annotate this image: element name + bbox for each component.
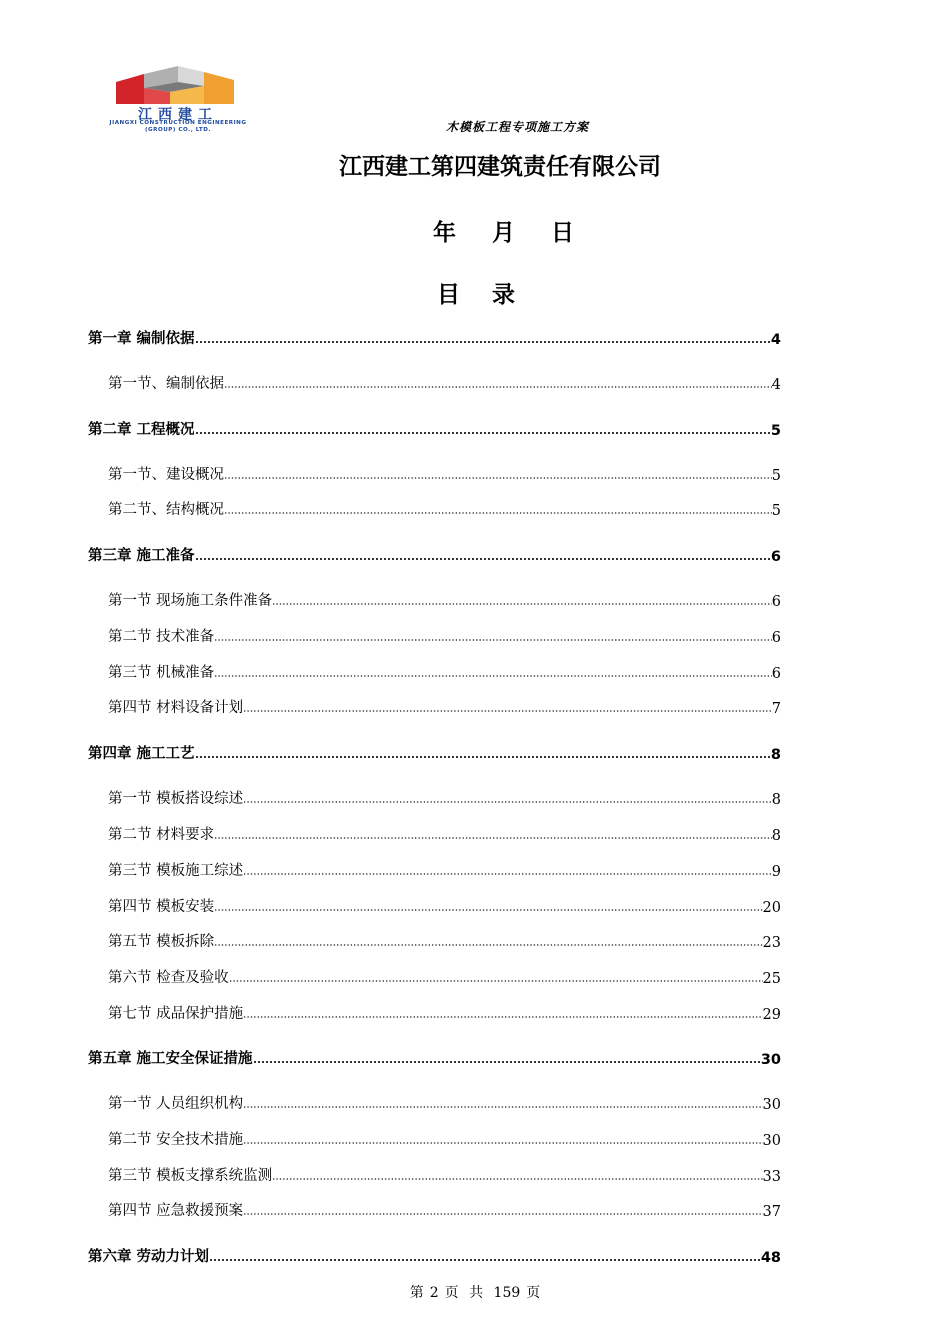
logo-en-line2: (GROUP) CO., LTD.: [144, 127, 211, 133]
toc-entry-label: 第六章 劳动力计划: [88, 1249, 210, 1265]
toc-entry-page: 48: [760, 1250, 781, 1266]
toc-leader-dots: [209, 1258, 761, 1262]
toc-entry-label: 第四节 材料设备计划: [108, 700, 244, 716]
toc-leader-dots: [243, 1015, 762, 1019]
toc-entry-label: 第三节 机械准备: [108, 665, 215, 681]
logo-en-line1: JIANGXI CONSTRUCTION ENGINEERING: [109, 120, 247, 126]
toc-entry-label: 第一节 模板搭设综述: [108, 791, 244, 807]
toc-entry-page: 7: [771, 701, 781, 717]
toc-entry-page: 4: [771, 377, 781, 393]
toc-leader-dots: [224, 511, 772, 515]
toc-leader-dots: [243, 1141, 762, 1145]
toc-entry-page: 8: [770, 747, 781, 763]
toc-entry-page: 9: [771, 864, 781, 880]
date-year: 年: [433, 219, 456, 246]
toc-entry-page: 30: [762, 1097, 781, 1113]
toc-entry-page: 20: [762, 900, 781, 916]
toc-leader-dots: [195, 557, 771, 561]
toc-entry-page: 6: [771, 594, 781, 610]
date-line: [433, 214, 574, 247]
toc-section-entry[interactable]: [108, 662, 781, 682]
toc-entry-page: 6: [770, 549, 781, 565]
toc-section-entry[interactable]: [108, 464, 781, 484]
toc-entry-page: 6: [771, 630, 781, 646]
toc-leader-dots: [224, 476, 772, 480]
toc-entry-page: 4: [770, 332, 781, 348]
toc-section-entry[interactable]: [108, 1129, 781, 1149]
toc-leader-dots: [272, 1177, 762, 1181]
toc-entry-page: 8: [771, 828, 781, 844]
toc-entry-label: 第三节 模板支撑系统监测: [108, 1168, 273, 1184]
logo-cn-text: 江西建工: [138, 107, 218, 123]
toc-heading-b: 录: [492, 281, 515, 308]
toc-entry-label: 第二节 材料要求: [108, 827, 215, 843]
toc-section-entry[interactable]: [108, 967, 781, 987]
toc-entry-label: 第二章 工程概况: [88, 422, 195, 438]
toc-entry-label: 第一节、编制依据: [108, 376, 224, 392]
toc-section-entry[interactable]: [108, 896, 781, 916]
toc-section-entry[interactable]: [108, 824, 781, 844]
toc-entry-page: 8: [771, 792, 781, 808]
date-day: 日: [551, 219, 574, 246]
toc-leader-dots: [229, 979, 763, 983]
toc-leader-dots: [253, 1060, 761, 1064]
toc-entry-label: 第一节、建设概况: [108, 467, 224, 483]
toc-section-entry[interactable]: [108, 1200, 781, 1220]
toc-chapter-entry[interactable]: [88, 328, 781, 348]
toc-entry-label: 第四节 模板安装: [108, 899, 215, 915]
toc-section-entry[interactable]: [108, 499, 781, 519]
toc-leader-dots: [195, 340, 771, 344]
toc-entry-label: 第二节 技术准备: [108, 629, 215, 645]
toc-leader-dots: [272, 602, 772, 606]
toc-leader-dots: [243, 1212, 762, 1216]
toc-leader-dots: [214, 836, 772, 840]
toc-entry-page: 30: [762, 1133, 781, 1149]
toc-section-entry[interactable]: [108, 931, 781, 951]
toc-chapter-entry[interactable]: [88, 1048, 781, 1068]
document-header-title: 木模板工程专项施工方案: [446, 120, 590, 134]
toc-heading-a: 目: [437, 281, 460, 308]
footer-suffix: 页: [526, 1285, 541, 1301]
toc-chapter-entry[interactable]: [88, 1246, 781, 1266]
toc-chapter-entry[interactable]: [88, 743, 781, 763]
toc-entry-label: 第四节 应急救援预案: [108, 1203, 244, 1219]
toc-entry-page: 5: [771, 468, 781, 484]
toc-entry-label: 第二节、结构概况: [108, 502, 224, 518]
toc-section-entry[interactable]: [108, 788, 781, 808]
toc-entry-page: 25: [762, 971, 781, 987]
toc-entry-label: 第一节 现场施工条件准备: [108, 593, 273, 609]
toc-entry-page: 5: [770, 423, 781, 439]
toc-leader-dots: [243, 872, 772, 876]
toc-entry-label: 第一章 编制依据: [88, 331, 195, 347]
toc-heading: [437, 276, 515, 309]
toc-section-entry[interactable]: [108, 626, 781, 646]
toc-entry-label: 第五章 施工安全保证措施: [88, 1051, 253, 1067]
toc-entry-label: 第二节 安全技术措施: [108, 1132, 244, 1148]
toc-entry-page: 37: [762, 1204, 781, 1220]
toc-section-entry[interactable]: [108, 373, 781, 393]
toc-entry-page: 6: [771, 666, 781, 682]
toc-leader-dots: [214, 674, 772, 678]
toc-entry-label: 第五节 模板拆除: [108, 934, 215, 950]
toc-leader-dots: [214, 638, 772, 642]
toc-entry-page: 29: [762, 1007, 781, 1023]
toc-entry-label: 第三章 施工准备: [88, 548, 195, 564]
footer-current-page: 2: [429, 1285, 439, 1301]
toc-chapter-entry[interactable]: [88, 419, 781, 439]
toc-leader-dots: [214, 908, 762, 912]
toc-section-entry[interactable]: [108, 1003, 781, 1023]
toc-entry-label: 第六节 检查及验收: [108, 970, 229, 986]
toc-leader-dots: [243, 1105, 762, 1109]
toc-section-entry[interactable]: [108, 697, 781, 717]
toc-leader-dots: [195, 755, 771, 759]
toc-entry-page: 30: [760, 1052, 781, 1068]
toc-entry-page: 23: [762, 935, 781, 951]
toc-chapter-entry[interactable]: [88, 545, 781, 565]
toc-section-entry[interactable]: [108, 590, 781, 610]
toc-entry-label: 第三节 模板施工综述: [108, 863, 244, 879]
footer-prefix: 第: [409, 1285, 424, 1301]
company-name: 江西建工第四建筑责任有限公司: [339, 153, 661, 180]
footer-total-pages: 159: [493, 1285, 521, 1301]
footer-mid2: 共: [469, 1285, 484, 1301]
toc-leader-dots: [243, 800, 772, 804]
toc-section-entry[interactable]: [108, 1093, 781, 1113]
footer-mid1: 页: [444, 1285, 459, 1301]
company-logo: [86, 62, 270, 136]
page-footer: [0, 1282, 950, 1302]
toc-entry-label: 第四章 施工工艺: [88, 746, 195, 762]
toc-section-entry[interactable]: [108, 860, 781, 880]
toc-leader-dots: [243, 709, 772, 713]
toc-entry-page: 33: [762, 1169, 781, 1185]
toc-leader-dots: [224, 385, 772, 389]
toc-entry-page: 5: [771, 503, 781, 519]
date-month: 月: [492, 219, 515, 246]
toc-leader-dots: [214, 943, 762, 947]
toc-entry-label: 第一节 人员组织机构: [108, 1096, 244, 1112]
toc-section-entry[interactable]: [108, 1165, 781, 1185]
toc-leader-dots: [195, 431, 771, 435]
toc-entry-label: 第七节 成品保护措施: [108, 1006, 244, 1022]
